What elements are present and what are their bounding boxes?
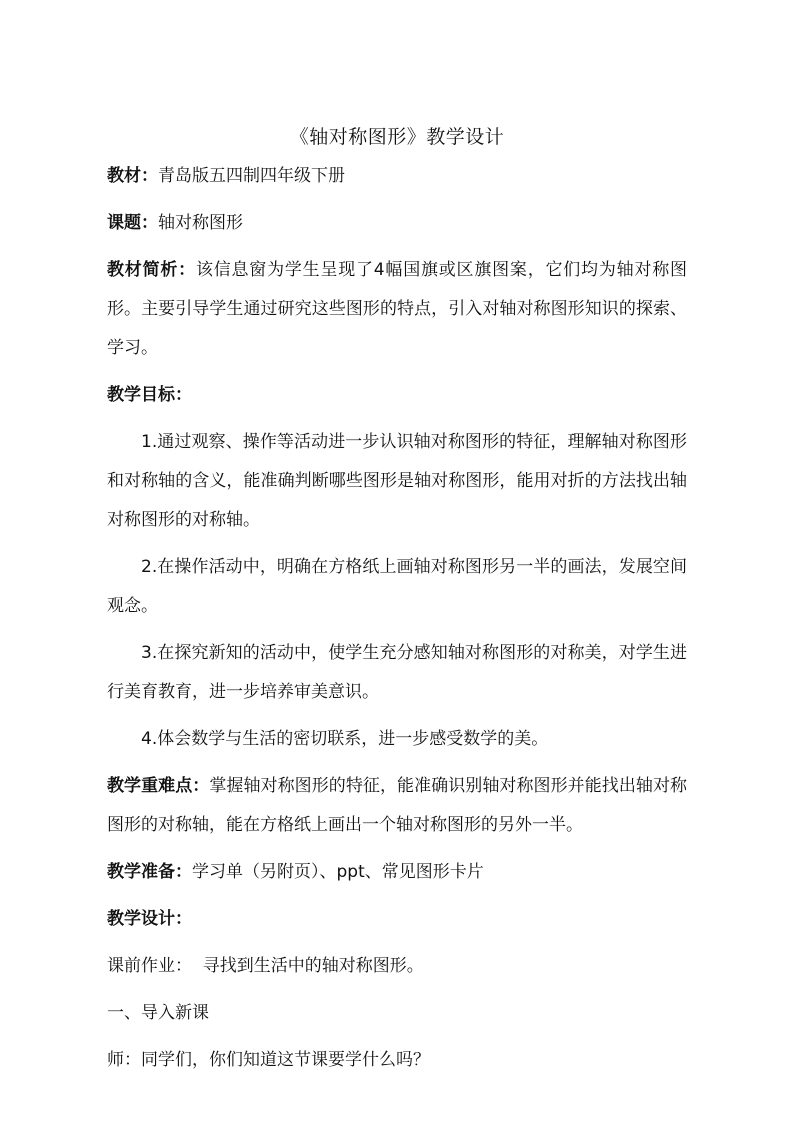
textbook-value: 青岛版五四制四年级下册 bbox=[158, 166, 345, 186]
objective-item-3: 3.在探究新知的活动中，使学生充分感知轴对称图形的对称美，对学生进行美育教育，进一步培养审美意识。 bbox=[107, 643, 687, 702]
homework-line: 课前作业： 寻找到生活中的轴对称图形。 bbox=[107, 956, 424, 976]
design-heading bbox=[107, 900, 687, 939]
preparation-line bbox=[107, 853, 687, 892]
objective-item-4: 4.体会数学与生活的密切联系，进一步感受数学的美。 bbox=[141, 729, 549, 749]
key-points-paragraph bbox=[107, 767, 687, 845]
textbook-line bbox=[107, 157, 687, 196]
preparation-label: 教学准备： bbox=[107, 862, 192, 882]
analysis-paragraph bbox=[107, 251, 687, 368]
objectives-label: 教学目标： bbox=[107, 385, 192, 405]
teacher-line: 师：同学们，你们知道这节课要学什么吗？ bbox=[107, 1050, 430, 1070]
objective-item-1: 1.通过观察、操作等活动进一步认识轴对称图形的特征，理解轴对称图形和对称轴的含义，能准确判断哪些图形是轴对称图形，能用对折的方法找出轴对称图形的对称轴。 bbox=[107, 432, 687, 530]
objective-item-2: 2.在操作活动中，明确在方格纸上画轴对称图形另一半的画法，发展空间观念。 bbox=[107, 557, 687, 616]
analysis-label: 教材简析： bbox=[107, 260, 196, 280]
design-label: 教学设计： bbox=[107, 909, 192, 929]
document-page bbox=[107, 118, 687, 1088]
topic-label: 课题： bbox=[107, 213, 158, 233]
topic-value: 轴对称图形 bbox=[158, 213, 243, 233]
analysis-value: 该信息窗为学生呈现了4幅国旗或区旗图案，它们均为轴对称图形。主要引导学生通过研究这些图形的特点，引入对轴对称图形知识的探索、学习。 bbox=[107, 260, 687, 358]
preparation-value: 学习单（另附页）、ppt、常见图形卡片 bbox=[192, 862, 484, 882]
textbook-label: 教材： bbox=[107, 166, 158, 186]
key-points-value: 掌握轴对称图形的特征，能准确识别轴对称图形并能找出轴对称图形的对称轴，能在方格纸上画出一个轴对称图形的另外一半。 bbox=[107, 776, 688, 835]
topic-line bbox=[107, 204, 687, 243]
document-title: 《轴对称图形》教学设计 bbox=[289, 126, 505, 148]
objectives-heading bbox=[107, 376, 687, 415]
section-heading-1: 一、导入新课 bbox=[107, 1003, 209, 1023]
key-points-label: 教学重难点： bbox=[107, 776, 210, 796]
